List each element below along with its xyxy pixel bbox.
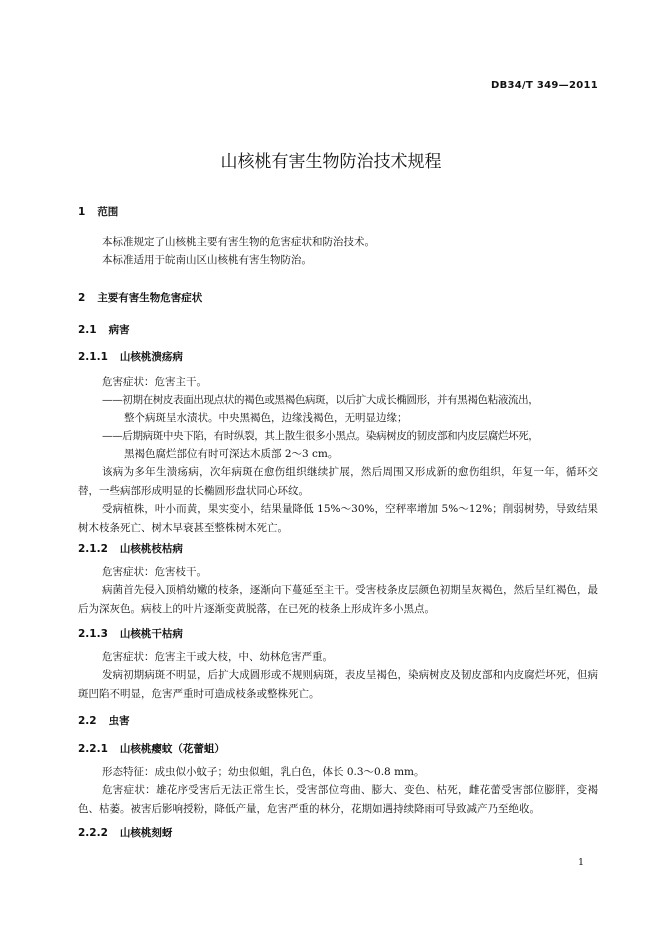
section-2-2-2-heading [78,825,172,840]
paragraph: 形态特征：成虫似小蚊子；幼虫似蛆，乳白色，体长 0.3～0.8 mm。 [102,766,425,778]
paragraph: 本标准规定了山核桃主要有害生物的危害症状和防治技术。 [102,236,375,248]
section-2-1-2-heading [78,541,183,556]
section-2-1-3-heading [78,626,183,641]
section-title: 山核桃瘿蚊（花蕾蛆） [119,743,225,755]
section-title: 范围 [97,206,119,218]
paragraph: 发病初期病斑不明显，后扩大成圆形或不规则病斑，表皮呈褐色，染病树皮及韧皮部和内皮腐烂坏死，但病斑凹陷不明显，危害严重时可造成枝条或整株死亡。 [78,669,598,700]
section-2-1-1-heading [78,349,183,364]
paragraph: 病菌首先侵入顶梢幼嫩的枝条，逐渐向下蔓延至主干。受害枝条皮层颜色初期呈灰褐色，然后呈红褐色，最后为深灰色。病枝上的叶片逐渐变黄脱落，在已死的枝条上形成许多小黑点。 [78,584,598,615]
paragraph: 该病为多年生溃疡病，次年病斑在愈伤组织继续扩展，然后周围又形成新的愈伤组织，年复一年，循环交替，一些病部形成明显的长椭圆形盘状同心环纹。 [78,466,598,497]
paragraph: 受病植株，叶小而黄，果实变小，结果量降低 15%～30%，空秤率增加 5%～12%；削弱树势，导致结果树木枝条死亡、树木早衰甚至整株树木死亡。 [78,503,598,534]
section-title: 病害 [108,324,130,336]
section-number: 2.2.2 [78,827,108,839]
section-number: 2.1.3 [78,628,108,640]
dash-item-continued: 黑褐色腐烂部位有时可深达木质部 2～3 cm。 [124,448,339,460]
paragraph: 危害症状：危害枝干。 [102,566,207,578]
section-number: 2 [78,292,86,304]
dash-item: ——初期在树皮表面出现点状的褐色或黑褐色病斑，以后扩大成长椭圆形，并有黑褐色粘液流出， [102,394,539,406]
section-title: 山核桃溃疡病 [119,351,183,363]
dash-item-continued: 整个病斑呈水渍状。中央黑褐色，边缘浅褐色，无明显边缘； [124,412,408,424]
standard-code: DB34/T 349—2011 [491,80,598,91]
section-title: 山核桃枝枯病 [119,543,183,555]
page-number: 1 [577,857,584,868]
paragraph: 危害症状：危害主干或大枝，中、幼林危害严重。 [102,651,333,663]
section-number: 2.2.1 [78,743,108,755]
section-title: 主要有害生物危害症状 [97,292,203,304]
section-number: 1 [78,206,86,218]
paragraph: 本标准适用于皖南山区山核桃有害生物防治。 [102,254,312,266]
section-title: 虫害 [108,715,130,727]
paragraph: 危害症状：雄花序受害后无法正常生长，受害部位弯曲、膨大、变色、枯死，雌花蕾受害部位膨胖，变褐色、枯萎。被害后影响授粉，降低产量，危害严重的林分，花期如遇持续降雨可导致减产乃至绝收。 [78,784,598,815]
section-2-2-1-heading [78,741,225,756]
section-2-heading [78,290,202,305]
section-number: 2.2 [78,715,97,727]
section-number: 2.1 [78,324,97,336]
section-title: 山核桃干枯病 [119,628,183,640]
section-2-2-heading [78,713,130,728]
section-number: 2.1.2 [78,543,108,555]
section-title: 山核桃刻蚜 [119,827,173,839]
paragraph: 危害症状：危害主干。 [102,376,207,388]
document-title: 山核桃有害生物防治技术规程 [220,152,442,172]
section-1-heading [78,204,118,219]
section-number: 2.1.1 [78,351,108,363]
section-2-1-heading [78,322,130,337]
dash-item: ——后期病斑中央下陷，有时纵裂，其上散生很多小黑点。染病树皮的韧皮部和内皮层腐烂坏死， [102,430,539,442]
